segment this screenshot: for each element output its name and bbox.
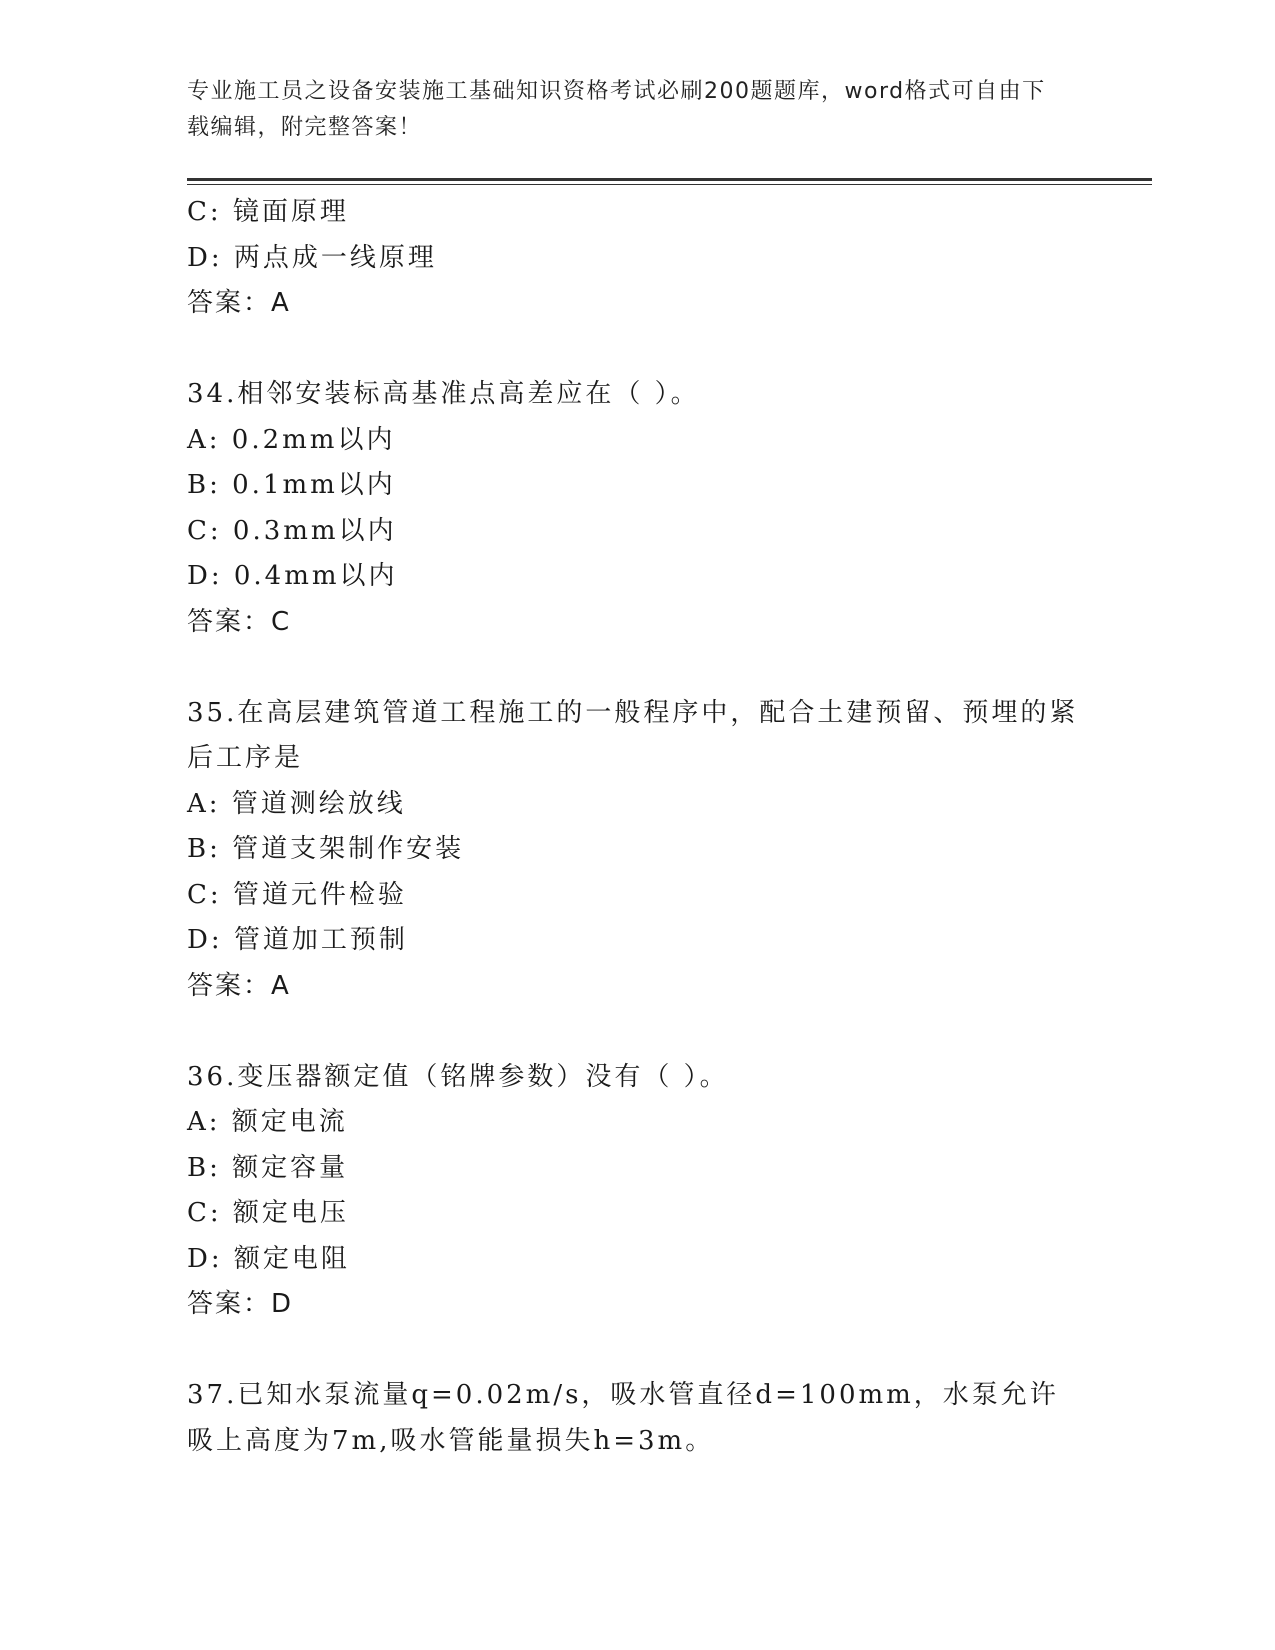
option-b: B: 额定容量 — [187, 1152, 349, 1183]
answer-line: 答案：A — [187, 970, 291, 1001]
option-d: D: 额定电阻 — [187, 1243, 350, 1274]
answer-line: 答案：D — [187, 1289, 294, 1319]
question-fragment — [187, 190, 1087, 327]
question-stem: 37.已知水泵流量q=0.02m/s，吸水管直径d=100mm，水泵允许吸上高度为7m,吸水管能量损失h=3m。 — [187, 1380, 1059, 1456]
question-34 — [187, 372, 1087, 645]
answer-line: 答案：A — [187, 288, 291, 318]
option-c: C: 额定电压 — [187, 1198, 349, 1228]
option-b: B: 0.1mm以内 — [187, 470, 396, 500]
document-header: 专业施工员之设备安装施工基础知识资格考试必刷200题题库，word格式可自由下载编辑，附完整答案！ — [187, 79, 1046, 140]
option-c: C: 管道元件检验 — [187, 879, 407, 910]
option-d: D: 管道加工预制 — [187, 925, 408, 955]
spacer — [187, 1009, 1087, 1055]
question-37 — [187, 1373, 1087, 1464]
option-a: A: 0.2mm以内 — [187, 424, 396, 455]
header-rule-thin — [187, 184, 1152, 185]
option-d: D: 两点成一线原理 — [187, 242, 437, 273]
option-d: D: 0.4mm以内 — [187, 561, 398, 591]
question-stem: 35.在高层建筑管道工程施工的一般程序中，配合土建预留、预埋的紧后工序是 — [187, 697, 1079, 773]
option-c: C: 镜面原理 — [187, 197, 349, 227]
question-list — [187, 190, 1087, 1464]
question-stem: 34.相邻安装标高基准点高差应在（ ）。 — [187, 379, 700, 409]
spacer — [187, 1328, 1087, 1374]
spacer — [187, 327, 1087, 373]
question-stem: 36.变压器额定值（铭牌参数）没有（ ）。 — [187, 1061, 729, 1092]
spacer — [187, 645, 1087, 691]
option-b: B: 管道支架制作安装 — [187, 834, 465, 864]
option-a: A: 管道测绘放线 — [187, 788, 406, 819]
question-36 — [187, 1055, 1087, 1328]
answer-line: 答案：C — [187, 606, 292, 637]
header-rule-thick — [187, 178, 1152, 181]
option-c: C: 0.3mm以内 — [187, 515, 397, 546]
question-35 — [187, 691, 1087, 1010]
option-a: A: 额定电流 — [187, 1107, 348, 1137]
